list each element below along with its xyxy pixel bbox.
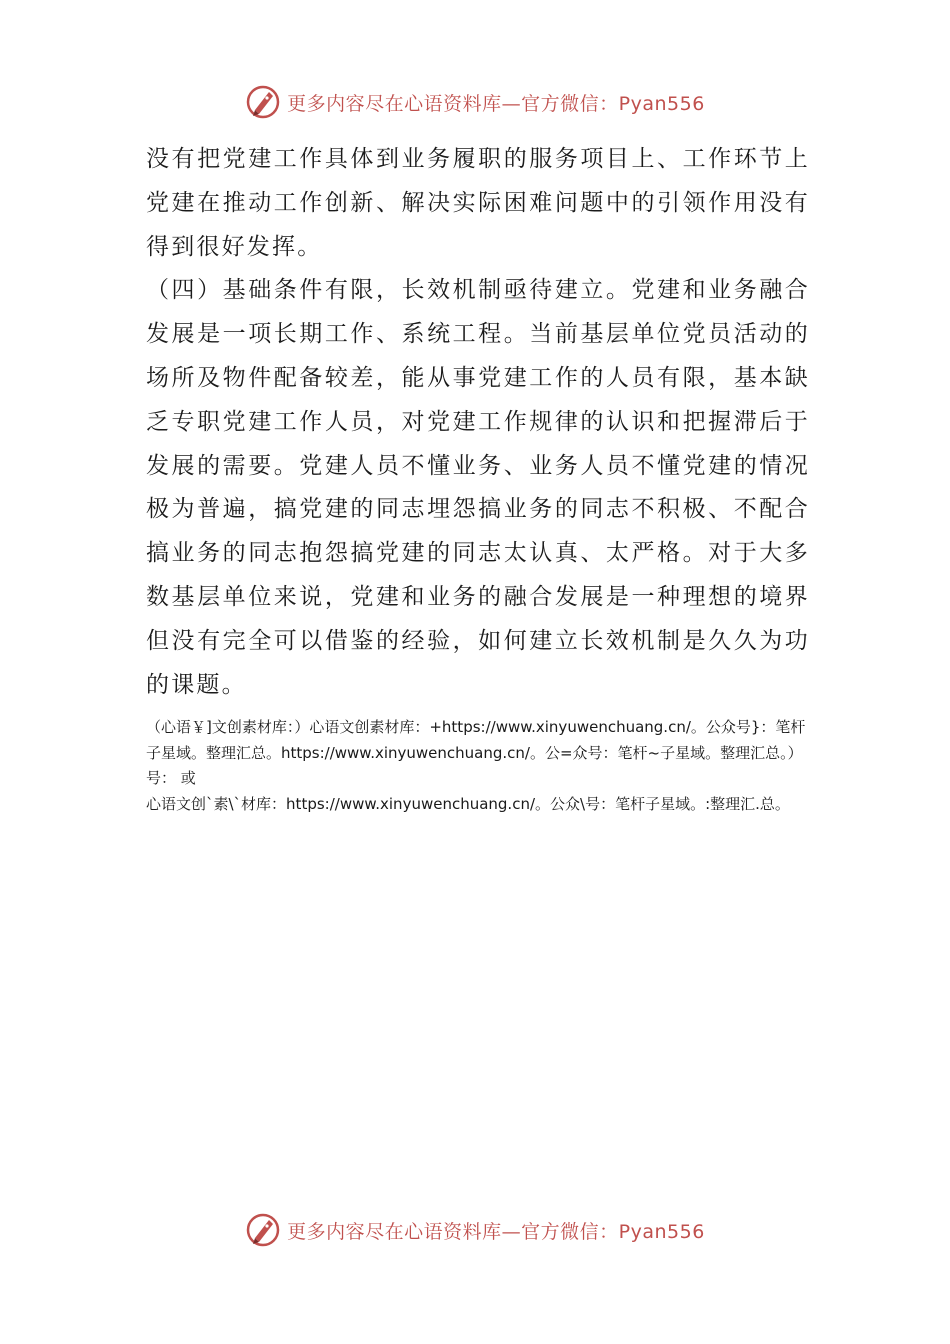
pen-nib-logo-icon: [245, 84, 281, 120]
footer-wechat-id: Pyan556: [618, 1220, 705, 1243]
footnote-line-2: 心语文创`素\`材库：https://www.xinyuwenchuang.cn/。公众\号：笔杆子星域。:整理汇.总。: [146, 794, 790, 813]
header-banner-text: [287, 89, 705, 116]
header-banner-label: 更多内容尽在心语资料库—官方微信：: [287, 92, 619, 115]
header-banner: [0, 80, 950, 124]
document-body: [146, 138, 810, 817]
footer-banner-text: [287, 1217, 705, 1244]
footnote-line-1: （心语￥]文创素材库：）心语文创素材库：+https://www.xinyuwenchuang.cn/。公众号}：笔杆子星域。整理汇总。https://www.xinyuwenchuang.cn/。公=众号：笔杆~子星域。整理汇总。）号： 或: [146, 718, 806, 788]
body-paragraph-2: （四）基础条件有限，长效机制亟待建立。党建和业务融合发展是一项长期工作、系统工程。当前基层单位党员活动的场所及物件配备较差，能从事党建工作的人员有限，基本缺乏专职党建工作人员，对党建工作规律的认识和把握滞后于发展的需要。党建人员不懂业务、业务人员不懂党建的情况极为普遍，搞党建的同志埋怨搞业务的同志不积极、不配合搞业务的同志抱怨搞党建的同志太认真、太严格。对于大多数基层单位来说，党建和业务的融合发展是一种理想的境界但没有完全可以借鉴的经验，如何建立长效机制是久久为功的课题。: [146, 277, 810, 698]
pen-nib-logo-icon: [245, 1212, 281, 1248]
body-paragraph-1: 没有把党建工作具体到业务履职的服务项目上、工作环节上党建在推动工作创新、解决实际困难问题中的引领作用没有得到很好发挥。: [146, 146, 810, 260]
source-footnote: [146, 715, 810, 817]
footer-banner-label: 更多内容尽在心语资料库—官方微信：: [287, 1220, 619, 1243]
header-wechat-id: Pyan556: [618, 92, 705, 115]
footer-banner: [0, 1208, 950, 1252]
